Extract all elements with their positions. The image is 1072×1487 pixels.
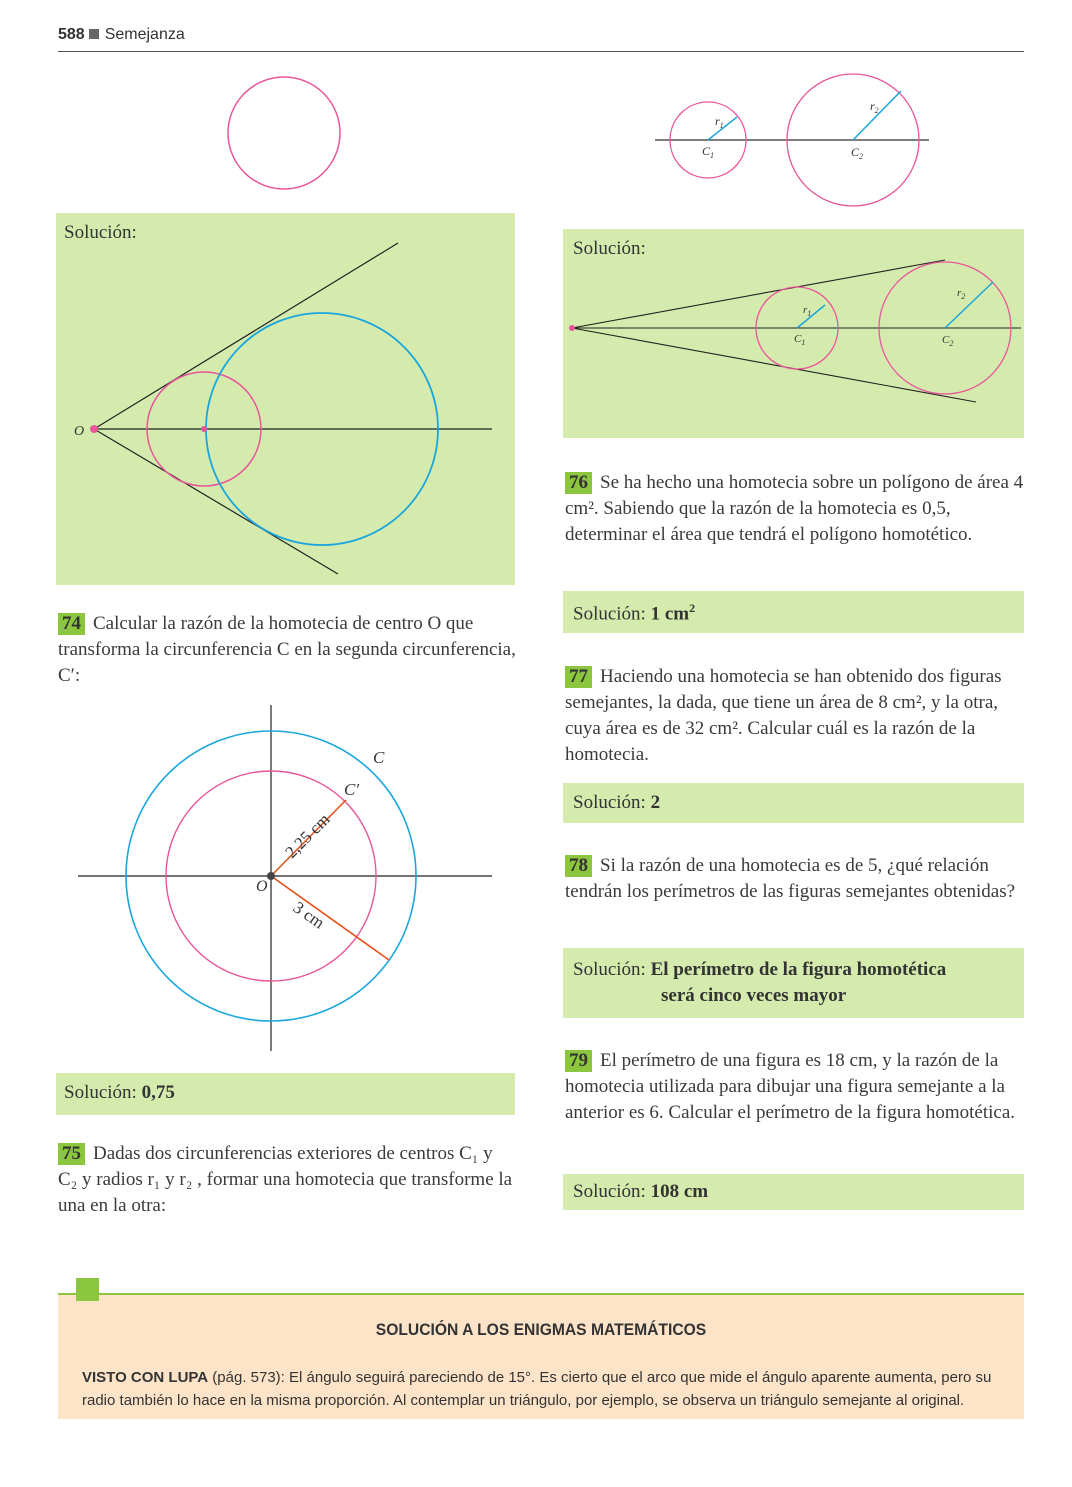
solution-78-line2: será cinco veces mayor bbox=[661, 985, 847, 1006]
svg-text:C2: $C_2$ bbox=[851, 145, 864, 161]
label-radius-inner: 2,25 cm bbox=[281, 809, 334, 862]
svg-text:C1: $C_1$ bbox=[702, 144, 715, 160]
solution-label-right: Solución: bbox=[573, 238, 646, 259]
solution-74-value: 0,75 bbox=[141, 1082, 175, 1103]
svg-text:C1: $C_1$ bbox=[794, 333, 806, 347]
problem-79 bbox=[565, 1048, 1024, 1126]
concentric-circles-figure bbox=[78, 705, 494, 1053]
label-C2-sol: C bbox=[942, 334, 950, 346]
header-square-icon bbox=[89, 29, 99, 39]
label-C1-sol: C bbox=[794, 333, 802, 345]
problem-number-77: 77 bbox=[565, 666, 592, 688]
solution-79: Solución: 108 cm bbox=[573, 1181, 709, 1202]
label-r1-sol: r bbox=[803, 304, 808, 316]
label-C: C bbox=[373, 748, 385, 767]
problem-text-75: Dadas dos circunferencias exteriores de centros C₁ y C₂ y radios r₁ y r₂ , formar una homotecia que transforme la una en la otra: bbox=[58, 1143, 513, 1216]
problem-text-76: Se ha hecho una homotecia sobre un polígono de área 4 cm². Sabiendo que la razón de la homotecia es 0,5, determinar el área que tendrá el polígono homotético. bbox=[565, 472, 1024, 545]
problem-76 bbox=[565, 470, 1024, 548]
section-title: Semejanza bbox=[104, 26, 185, 43]
svg-text:r2: $r_2$ bbox=[957, 287, 966, 301]
problem-text-78: Si la razón de una homotecia es de 5, ¿qué relación tendrán los perímetros de las figuras semejantes obtenidas? bbox=[565, 855, 1016, 902]
problem-number-75: 75 bbox=[58, 1143, 85, 1165]
enigma-square-icon bbox=[76, 1278, 99, 1301]
label-radius-outer: 3 cm bbox=[289, 897, 329, 933]
solution-78-line1: El perímetro de la figura homotética bbox=[650, 959, 947, 980]
enigma-body: El ángulo seguirá pareciendo de 15°. Es cierto que el arco que mide el ángulo aparente aumenta, pero su radio también lo hace en la misma proporción. Al contemplar un triángulo, por ejemplo, se observa un triángulo semejante al original. bbox=[82, 1369, 992, 1409]
problem-78 bbox=[565, 853, 1024, 905]
two-circles-figure bbox=[655, 68, 935, 208]
problem-text-77: Haciendo una homotecia se han obtenido dos figuras semejantes, la dada, que tiene un área de 8 cm², y la otra, cuya área es de 32 cm². Calcular cuál es la razón de la homotecia. bbox=[565, 666, 1002, 765]
svg-text:r1: $r_1$ bbox=[715, 114, 724, 130]
label-r1: r bbox=[715, 114, 720, 128]
enigma-top-rule bbox=[58, 1293, 1024, 1295]
enigma-title: SOLUCIÓN A LOS ENIGMAS MATEMÁTICOS bbox=[375, 1320, 707, 1339]
page-number: 588 bbox=[58, 26, 85, 43]
problem-text-79: El perímetro de una figura es 18 cm, y la razón de la homotecia utilizada para dibujar una figura semejante a la anterior es 6. Calcular el perímetro de la figura homotética. bbox=[565, 1050, 1016, 1123]
problem-number-79: 79 bbox=[565, 1050, 592, 1072]
solution-77: Solución: 2 bbox=[573, 792, 661, 813]
solution-78: Solución: El perímetro de la figura homotética será cinco veces mayor bbox=[573, 959, 947, 1006]
header-rule bbox=[58, 51, 1024, 52]
svg-text:C2: $C_2$ bbox=[942, 334, 954, 348]
enigma-ref: (pág. 573): bbox=[208, 1369, 285, 1386]
label-O-left: O bbox=[74, 424, 85, 439]
label-C2: C bbox=[851, 145, 860, 159]
label-r2: r bbox=[870, 99, 875, 113]
problem-number-74: 74 bbox=[58, 613, 85, 635]
problem-number-76: 76 bbox=[565, 472, 592, 494]
label-C1: C bbox=[702, 144, 711, 158]
homothety-two-circles-figure bbox=[563, 229, 1024, 438]
solution-76-value: 1 cm bbox=[650, 603, 690, 625]
page-header bbox=[58, 26, 185, 44]
given-circle-figure bbox=[225, 75, 345, 193]
solution-label-left: Solución: bbox=[64, 222, 137, 243]
solution-77-value: 2 bbox=[650, 792, 661, 813]
problem-number-78: 78 bbox=[565, 855, 592, 877]
enigma-text bbox=[82, 1366, 1012, 1412]
problem-75 bbox=[58, 1141, 516, 1219]
label-C-prime: C′ bbox=[344, 780, 360, 799]
label-O-center: O bbox=[256, 878, 268, 895]
homothety-tangent-figure bbox=[56, 213, 515, 585]
svg-text:r2: $r_2$ bbox=[870, 99, 879, 115]
solution-79-value: 108 cm bbox=[650, 1181, 709, 1202]
enigma-lead: VISTO CON LUPA bbox=[82, 1369, 209, 1386]
solution-76: Solución: 1 $cm^2$ bbox=[573, 601, 696, 625]
label-r2-sol: r bbox=[957, 287, 962, 299]
problem-text-74: Calcular la razón de la homotecia de centro O que transforma la circunferencia C en la segunda circunferencia, C′: bbox=[58, 613, 516, 686]
solution-74: Solución: 0,75 bbox=[64, 1082, 175, 1103]
problem-77 bbox=[565, 664, 1024, 768]
problem-74 bbox=[58, 611, 516, 689]
svg-text:r1: $r_1$ bbox=[803, 304, 812, 318]
